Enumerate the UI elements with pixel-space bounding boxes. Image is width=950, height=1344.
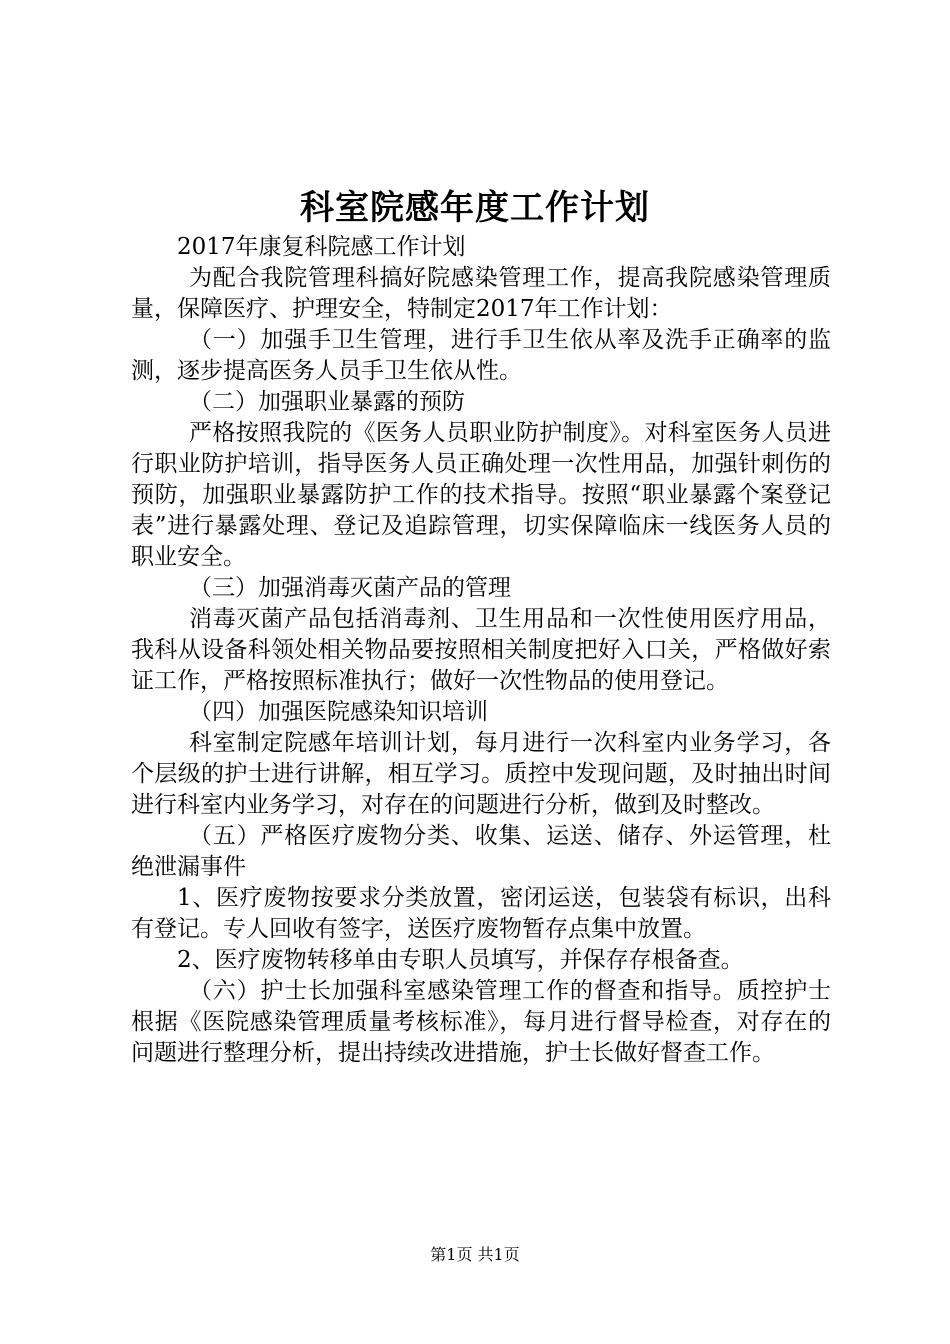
document-title: 科室院感年度工作计划: [300, 188, 650, 228]
section-2-body: 严格按照我院的《医务人员职业防护制度》。对科室医务人员进行职业防护培训，指导医务人员正确处理一次性用品，加强针刺伤的预防，加强职业暴露防护工作的技术指导。按照“职业暴露个案登记表”进行暴露处理、登记及追踪管理，切实保障临床一线医务人员的职业安全。: [131, 420, 831, 570]
section-5-item-1: 1、医疗废物按要求分类放置，密闭运送，包装袋有标识，出科有登记。专人回收有签字，送医疗废物暂存点集中放置。: [131, 885, 831, 942]
paragraph-intro-heading: 2017年康复科院感工作计划: [177, 234, 466, 260]
section-3-heading: （三）加强消毒灭菌产品的管理: [189, 575, 511, 601]
paragraph-intro: 为配合我院管理科搞好院感染管理工作，提高我院感染管理质量，保障医疗、护理安全，特制定2017年工作计划：: [131, 265, 831, 322]
section-2-heading: （二）加强职业暴露的预防: [189, 389, 465, 415]
section-5-heading: （五）严格医疗废物分类、收集、运送、储存、外运管理，杜绝泄漏事件: [131, 823, 831, 880]
section-1: （一）加强手卫生管理，进行手卫生依从率及洗手正确率的监测，逐步提高医务人员手卫生依从性。: [131, 327, 831, 384]
page-footer: 第1页 共1页: [430, 1245, 520, 1264]
section-3-body: 消毒灭菌产品包括消毒剂、卫生用品和一次性使用医疗用品，我科从设备科领处相关物品要按照相关制度把好入口关，严格做好索证工作，严格按照标准执行；做好一次性物品的使用登记。: [131, 606, 831, 694]
section-5-item-2: 2、医疗废物转移单由专职人员填写，并保存存根备查。: [177, 947, 744, 973]
section-6: （六）护士长加强科室感染管理工作的督查和指导。质控护士根据《医院感染管理质量考核标准》，每月进行督导检查，对存在的问题进行整理分析，提出持续改进措施，护士长做好督查工作。: [131, 978, 831, 1066]
document-body: [131, 232, 831, 1069]
section-4-body: 科室制定院感年培训计划，每月进行一次科室内业务学习，各个层级的护士进行讲解，相互学习。质控中发现问题，及时抽出时间进行科室内业务学习，对存在的问题进行分析，做到及时整改。: [131, 730, 831, 818]
section-4-heading: （四）加强医院感染知识培训: [189, 699, 488, 725]
